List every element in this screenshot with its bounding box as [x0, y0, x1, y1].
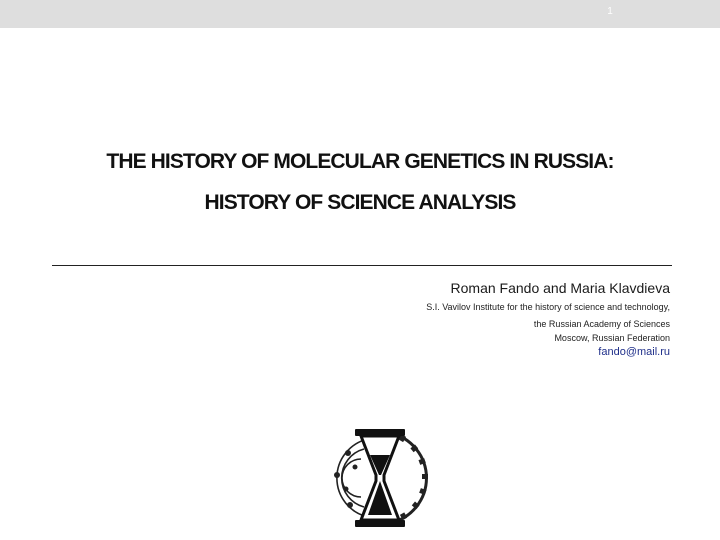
top-bar — [0, 0, 720, 28]
affiliation-line-1: S.I. Vavilov Institute for the history of science and technology, — [426, 302, 670, 312]
hourglass-gear-logo-icon — [328, 425, 434, 531]
affiliation-line-2: the Russian Academy of Sciences — [533, 319, 670, 329]
authors: Roman Fando and Maria Klavdieva — [450, 280, 670, 296]
title-line-1: THE HISTORY OF MOLECULAR GENETICS IN RUSSIA: — [106, 150, 614, 173]
title-line-2: HISTORY OF SCIENCE ANALYSIS — [204, 191, 516, 214]
title-divider — [52, 265, 672, 266]
page-number: 1 — [607, 6, 613, 17]
email-link[interactable]: fando@mail.ru — [598, 346, 670, 358]
affiliation-line-3: Moscow, Russian Federation — [554, 333, 670, 343]
